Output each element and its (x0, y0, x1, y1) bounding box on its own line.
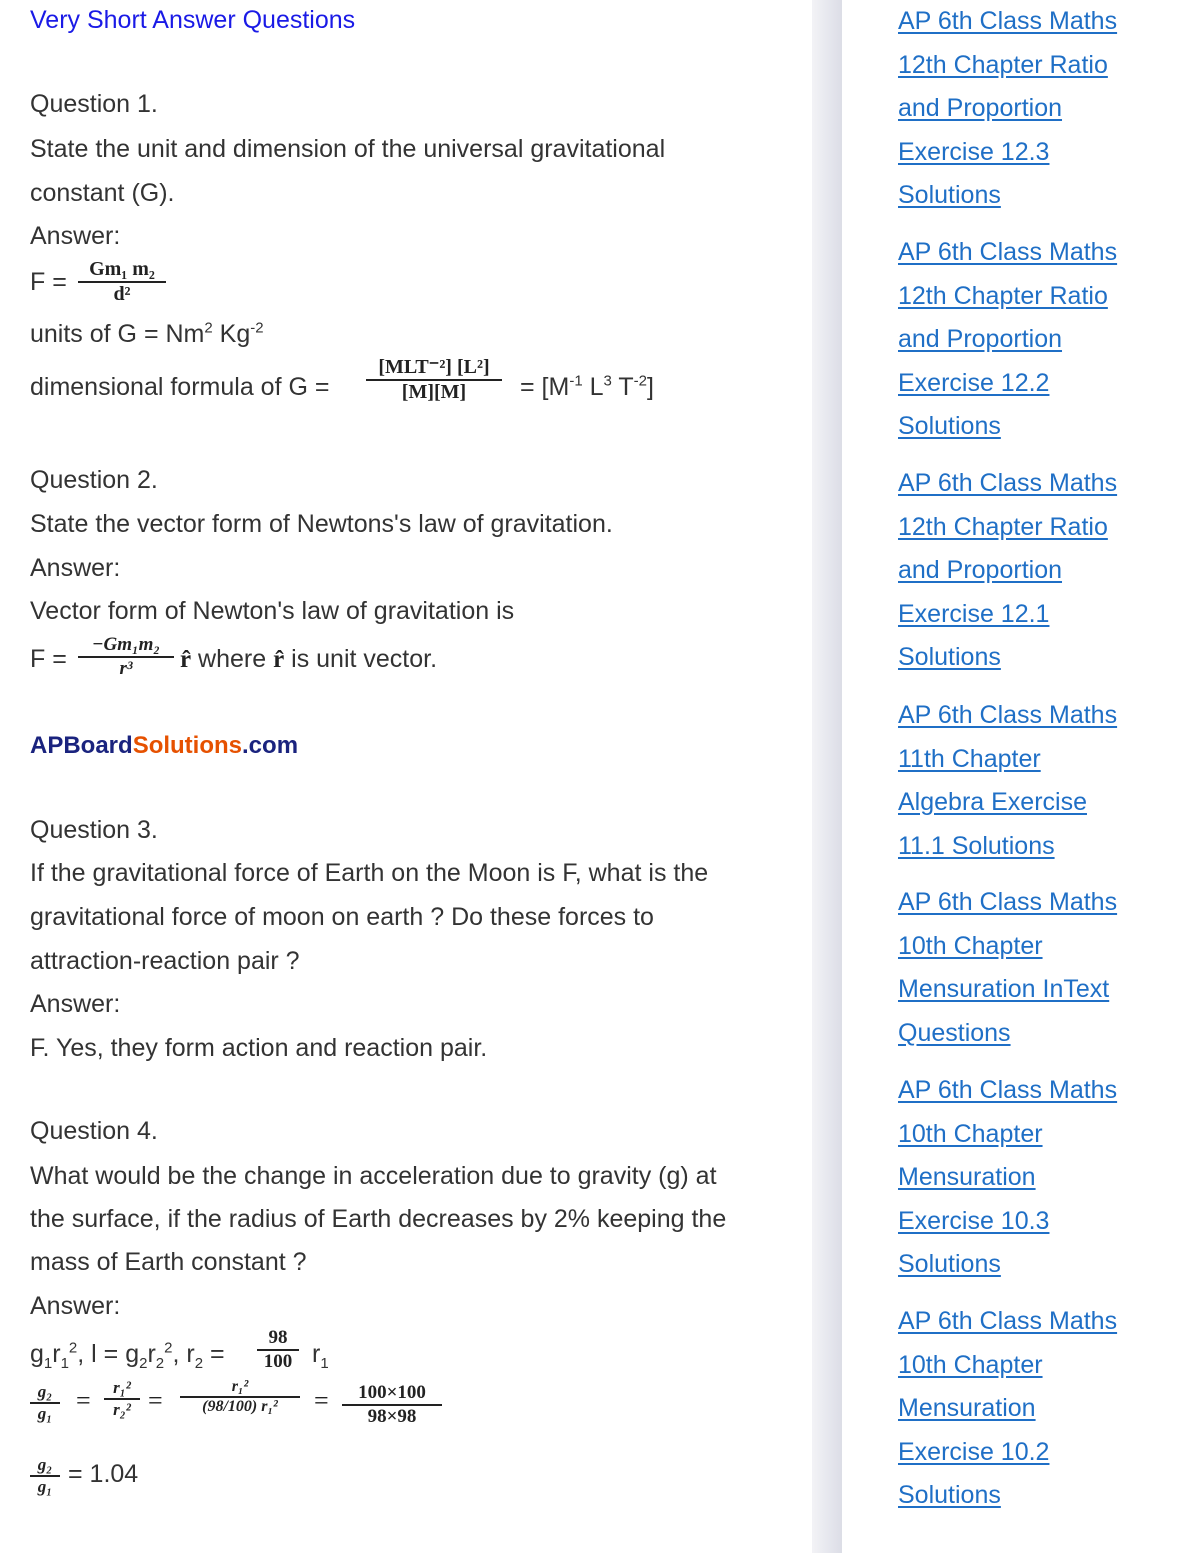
vector-formula-prefix: F = (30, 645, 67, 673)
dimensional-numerator: [MLT⁻²] [L²] (366, 354, 502, 381)
question-2-title: Question 2. (30, 466, 158, 494)
question-3-text-line2: gravitational force of moon on earth ? Do these forces to (30, 903, 654, 931)
force-formula-denominator: d² (113, 283, 131, 305)
sidebar-link-10-3[interactable]: AP 6th Class Maths 10th Chapter Mensuration Exercise 10.3 Solutions (898, 1076, 1118, 1278)
force-formula-numerator: Gm₁ m₂ (78, 258, 166, 283)
equation-3-ratio: $\frac{\text{g₂}}{\text{g₁}}$ (30, 1455, 60, 1497)
equation-1: $g_1r_1^2$, $l = g_2r_2^2$, $r_2$ = (30, 1339, 225, 1372)
equation-2-ratio-substituted: $\frac{\text{r₁²}}{\text{(98/100) r₁²}}$ (180, 1378, 300, 1416)
question-4-text-line2: the surface, if the radius of Earth decreases by 2% keeping the (30, 1205, 727, 1233)
question-4-text-line1: What would be the change in acceleration due to gravity (g) at (30, 1162, 717, 1190)
question-4-answer-label: Answer: (30, 1292, 121, 1320)
question-1-title: Question 1. (30, 90, 158, 118)
vector-formula-denominator: r³ (119, 658, 133, 679)
equation-2-result: $\frac{100\times 100}{98\times 98}$ (342, 1382, 442, 1428)
force-formula-prefix: F = (30, 268, 67, 296)
dimensional-formula-prefix: dimensional formula of G = (30, 373, 330, 401)
question-3-answer-label: Answer: (30, 990, 121, 1018)
question-3-answer-text: F. Yes, they form action and reaction pair. (30, 1034, 488, 1062)
question-2-text: State the vector form of Newtons's law of gravitation. (30, 510, 613, 538)
force-formula-fraction (78, 258, 166, 306)
equation-1-fraction (257, 1327, 299, 1373)
question-2-answer-text: Vector form of Newton's law of gravitation is (30, 597, 515, 625)
equation-3-result: = 1.04 (68, 1460, 139, 1488)
sidebar-link-11-1[interactable]: AP 6th Class Maths 11th Chapter Algebra Exercise 11.1 Solutions (898, 701, 1118, 860)
vector-formula-numerator: −Gm₁m₂ (78, 634, 174, 658)
units-of-g: units of $G = Nm^2$ $Kg^{-2}$ (30, 319, 264, 348)
sidebar-link-10-intext[interactable]: AP 6th Class Maths 10th Chapter Mensuration InText Questions (898, 888, 1118, 1047)
dimensional-denominator: [M][M] (401, 381, 467, 403)
equation-2-ratio-g: $\frac{\text{g₂}}{\text{g₁}}$ (30, 1382, 60, 1424)
question-1-answer-label: Answer: (30, 222, 121, 250)
equals-sign: = (76, 1386, 91, 1415)
equation-1-denominator: 100 (263, 1351, 293, 1372)
question-4-text-line3: mass of Earth constant ? (30, 1248, 307, 1276)
equation-1-numerator: 98 (257, 1327, 299, 1351)
dimensional-result: = [$M^{-1}$ $L^3$ $T^{-2}$] (520, 372, 654, 401)
column-divider (812, 0, 842, 1553)
equation-2-ratio-r: $\frac{\text{r₁²}}{\text{r₂²}}$ (104, 1378, 140, 1420)
sidebar-link-12-3[interactable]: AP 6th Class Maths 12th Chapter Ratio and Proportion Exercise 12.3 Solutions (898, 7, 1118, 209)
site-brand-text: APBoardSolutions.com (30, 732, 299, 759)
sidebar-link-12-2[interactable]: AP 6th Class Maths 12th Chapter Ratio and Proportion Exercise 12.2 Solutions (898, 238, 1118, 440)
sidebar-link-12-1[interactable]: AP 6th Class Maths 12th Chapter Ratio and Proportion Exercise 12.1 Solutions (898, 469, 1118, 671)
question-3-text-line1: If the gravitational force of Earth on the Moon is F, what is the (30, 859, 709, 887)
vector-formula-fraction (78, 634, 174, 680)
vector-formula-rest: r̂ where r̂ is unit vector. (180, 645, 438, 673)
question-3-text-line3: attraction-reaction pair ? (30, 947, 300, 975)
dimensional-fraction (366, 354, 502, 404)
question-4-title: Question 4. (30, 1117, 158, 1145)
question-2-answer-label: Answer: (30, 554, 121, 582)
sidebar-link-10-2[interactable]: AP 6th Class Maths 10th Chapter Mensuration Exercise 10.2 Solutions (898, 1307, 1118, 1509)
equals-sign: = (148, 1386, 163, 1415)
question-1-text-line1: State the unit and dimension of the universal gravitational (30, 135, 666, 163)
equals-sign: = (314, 1386, 329, 1415)
equation-1-tail: $r_1$ (312, 1340, 329, 1372)
section-heading: Very Short Answer Questions (30, 6, 356, 34)
question-3-title: Question 3. (30, 816, 158, 844)
question-1-text-line2: constant (G). (30, 179, 175, 207)
